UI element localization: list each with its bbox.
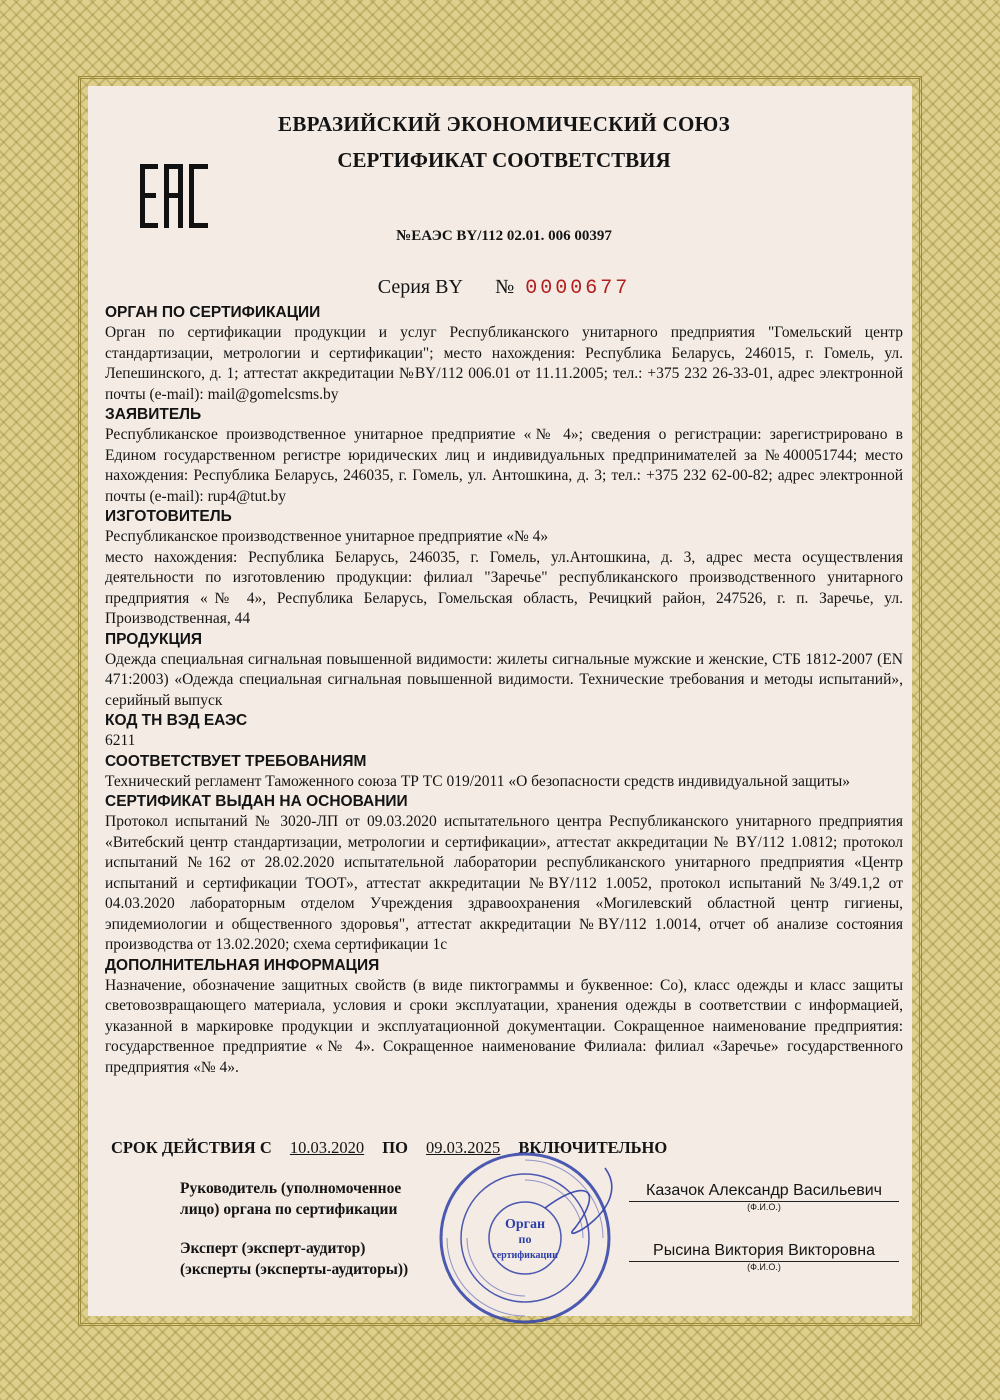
validity-label: СРОК ДЕЙСТВИЯ С [111,1138,272,1157]
certificate-title: СЕРТИФИКАТ СООТВЕТСТВИЯ [337,148,671,172]
stamp-line2: по [518,1232,532,1246]
series-label: Серия BY [377,276,463,298]
section-text-requirements: Технический регламент Таможенного союза ТР ТС 019/2011 «О безопасности средств индивидуальной защиты» [105,772,851,790]
stamp-line1: Орган [504,1217,546,1232]
union-title: ЕВРАЗИЙСКИЙ ЭКОНОМИЧЕСКИЙ СОЮЗ [278,112,730,136]
series-line [105,276,903,300]
section-text-additional-info: Назначение, обозначение защитных свойств (в виде пиктограммы и буквенное: Со), класс одежды и класс защиты световозвращающего материала, условия и сроки эксплуатации, хранения одежды в соответствии с информацией, указанной в маркировке продукции и эксплуатационной документации. Сокращенное наименование предприятия: государственное предприятие «№ 4». Сокращенное наименование Филиала: филиал «Заречье» государственного предприятия «№ 4». [105,976,903,1076]
certificate-content [105,100,903,1310]
section-title-hs-code: КОД ТН ВЭД ЕАЭС [105,712,248,729]
section-text-manufacturer: Республиканское производственное унитарное предприятие «№ 4» [105,528,549,545]
stamp-line3: сертификации [492,1250,558,1261]
expert-name-block [629,1242,899,1272]
section-title-basis: СЕРТИФИКАТ ВЫДАН НА ОСНОВАНИИ [105,793,408,810]
expert-signature-label [180,1238,470,1280]
head-label-line1: Руководитель (уполномоченное [180,1180,402,1197]
validity-to-label: ПО [382,1138,408,1157]
section-text-product: Одежда специальная сигнальная повышенной видимости: жилеты сигнальные мужские и женские, СТБ 1812-2007 (EN 471:2003) «Одежда специальная сигнальная повышенной видимости. Технические требования и методы испытаний», серийный выпуск [105,650,903,709]
section-title-certification-body: ОРГАН ПО СЕРТИФИКАЦИИ [105,304,321,321]
section-text-certification-body: Орган по сертификации продукции и услуг Республиканского унитарного предприятия "Гомельский центр стандартизации, метрологии и сертификации"; место нахождения: Республика Беларусь, 246015, г. Гомель, ул. Лепешинского, д. 1; аттестат аккредитации №BY/112 006.01 от 11.11.2005; тел.: +375 232 26-33-01, адрес электронной почты (e-mail): mail@gomelcsms.by [105,324,903,403]
head-fio-caption: (Ф.И.О.) [747,1202,781,1212]
expert-label-line1: Эксперт (эксперт-аудитор) [180,1240,366,1257]
section-text-hs-code: 6211 [105,732,136,749]
expert-name: Рысина Виктория Викторовна [629,1242,899,1262]
valid-from-date: 10.03.2020 [289,1138,365,1157]
head-label-line2: лицо) органа по сертификации [180,1201,398,1218]
registration-number: №ЕАЭС BY/112 02.01. 006 00397 [396,228,612,244]
blank-number: 0000677 [525,277,631,300]
expert-fio-caption: (Ф.И.О.) [747,1262,781,1272]
head-name: Казачок Александр Васильевич [629,1182,899,1202]
head-signature-label [180,1178,470,1220]
expert-label-line2: (эксперты (эксперты-аудиторы)) [180,1261,409,1278]
validity-suffix: ВКЛЮЧИТЕЛЬНО [518,1138,668,1157]
section-title-additional-info: ДОПОЛНИТЕЛЬНАЯ ИНФОРМАЦИЯ [105,956,380,974]
official-stamp-icon [435,1148,615,1328]
section-text-manufacturer-address: место нахождения: Республика Беларусь, 246035, г. Гомель, ул.Антошкина, д. 3, адрес места осуществления деятельности по изготовлению продукции: филиал "Заречье" республиканского производственного унитарного предприятия «№ 4», Республика Беларусь, Гомельская область, Речицкий район, 247526, г. п. Заречье, ул. Производственная, 44 [105,548,903,627]
section-title-applicant: ЗАЯВИТЕЛЬ [105,406,202,423]
head-name-block [629,1182,899,1212]
section-title-manufacturer: ИЗГОТОВИТЕЛЬ [105,508,232,525]
section-title-requirements: СООТВЕТСТВУЕТ ТРЕБОВАНИЯМ [105,752,367,770]
section-text-applicant: Республиканское производственное унитарное предприятие «№ 4»; сведения о регистрации: зарегистрировано в Едином государственном регистре юридических лиц и индивидуальных предпринимателей за №400051744; место нахождения: Республика Беларусь, 246035, г. Гомель, ул. Антошкина, д. 3; тел.: +375 232 62-00-82; адрес электронной почты (e-mail): rup4@tut.by [105,426,903,505]
section-text-basis: Протокол испытаний № 3020-ЛП от 09.03.2020 испытательного центра Республиканского унитарного предприятия «Витебский центр стандартизации, метрологии и сертификации», аттестат аккредитации № BY/112 1.0812; протокол испытаний №162 от 28.02.2020 испытательной лаборатории республиканского унитарного предприятия «Центр испытаний и сертификации ТООТ», аттестат аккредитации №BY/112 1.0052, протокол испытаний №3/49.1,2 от 04.03.2020 лабораторным отделом Учреждения здравоохранения «Могилевский областной центр гигиены, эпидемиологии и общественного здоровья", аттестат аккредитации №BY/112 1.0014, отчет об анализе состояния производства от 13.02.2020; схема сертификации 1с [105,813,903,953]
section-title-product: ПРОДУКЦИЯ [105,630,203,648]
valid-to-date: 09.03.2025 [426,1138,501,1157]
certificate-body [105,303,903,1078]
number-sign: № [495,276,515,298]
